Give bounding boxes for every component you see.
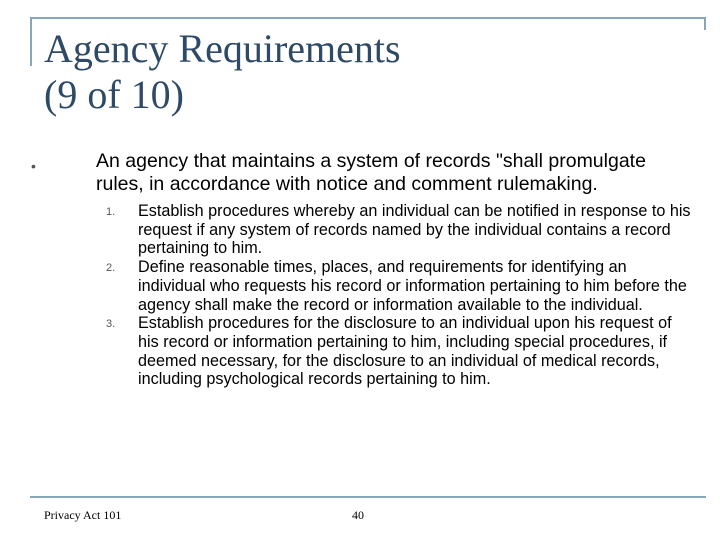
frame-right-line (704, 17, 706, 30)
main-point-text: An agency that maintains a system of records "shall promulgate rules, in accordance with notice and comment rulemaking. (96, 150, 646, 195)
list-item (106, 202, 693, 258)
slide-title-line-2: (9 of 10) (44, 72, 184, 117)
frame-bottom-line (30, 496, 706, 498)
footer-title: Privacy Act 101 (44, 508, 122, 522)
list-item (106, 314, 693, 389)
frame-top-line (30, 17, 706, 19)
list-item-text: Define reasonable times, places, and requirements for identifying an individual who requests his record or information pertaining to him before the agency shall make the record or information available to the individual. (138, 258, 687, 314)
list-item-number: 2. (106, 262, 116, 275)
list-item (106, 258, 693, 314)
main-bullet-point (31, 150, 696, 389)
bullet-icon: • (31, 158, 36, 174)
list-item-text: Establish procedures whereby an individual can be notified in response to his request if any system of records named by the individual contains a record pertaining to him. (138, 202, 691, 258)
slide-title (44, 26, 684, 118)
page-number: 40 (352, 508, 364, 522)
frame-left-line (30, 17, 32, 66)
list-item-number: 3. (106, 318, 116, 331)
list-item-number: 1. (106, 206, 116, 218)
slide-content (0, 150, 720, 389)
slide-title-line-1: Agency Requirements (44, 26, 401, 71)
numbered-list (96, 202, 696, 389)
list-item-text: Establish procedures for the disclosure to an individual upon his request of his record or information pertaining to him, including special procedures, if deemed necessary, for the disclosure to an individual of medical records, including psychological records pertaining to him. (138, 314, 672, 389)
